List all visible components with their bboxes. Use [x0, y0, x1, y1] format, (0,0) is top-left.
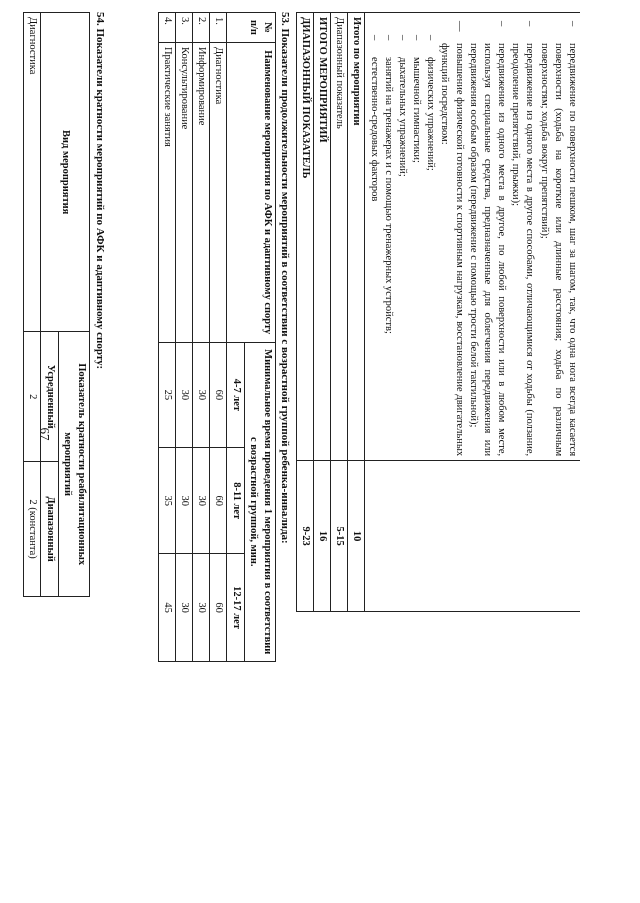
sub-list-item: – мышечной гимнастики;	[411, 35, 423, 163]
age-header: 8-11 лет	[227, 448, 244, 554]
list-item: — повышение физической готовности к спортивным нагрузкам, восстановление двигательных функций посредством:	[439, 21, 465, 457]
col-avg-header: Усредненный	[41, 332, 58, 462]
total-row	[331, 13, 348, 612]
sub-list-item: – естественно-средовых факторов	[368, 35, 380, 202]
sub-list-item: – занятий на тренажерах и с помощью тренажерных устройств;	[382, 35, 394, 334]
col-time-header: Минимальное время проведения 1 мероприятия в соответствии с возрастной группой, мин.	[244, 342, 275, 661]
col-group-header: Показатель кратности реабилитационных мероприятий	[58, 332, 89, 597]
table-row: 4. Практические занятия 25 35 45	[158, 13, 175, 662]
frequency-table	[23, 12, 90, 597]
bullets-cell	[365, 13, 580, 461]
total-row	[296, 13, 313, 612]
list-item: – передвижение из одного места в другое, по любой поверхности или в любом месте, используя специальные средства, предназначенные для облегчения передвижения или передвижения особым образом (передвижение с помощью трости белой тактильной);	[467, 21, 508, 457]
col-num-header: № п/п	[227, 13, 276, 43]
empty-cell	[365, 461, 580, 612]
total-row	[348, 13, 365, 612]
total-label: ИТОГО МЕРОПРИЯТИЙ	[313, 13, 330, 461]
col-kind-header: Вид мероприятия	[41, 13, 90, 332]
list-item: – передвижение по поверхности пешком, шаг за шагом, так, что одна нога всегда касается поверхности (ходьба на короткие или длинные расстояния; ходьба по различным поверхностям; ходьба вокруг препятствий);	[538, 21, 578, 457]
list-item: – передвижение из одного места в другое способами, отличающимися от ходьбы (ползание, преодоление препятствий, прыжки);	[510, 21, 536, 457]
total-value: 10	[348, 461, 365, 612]
total-label: Итого по мероприятии	[348, 13, 365, 461]
table-row: Диагностика 2 2 (константа)	[24, 13, 41, 597]
bullets-row	[365, 13, 580, 612]
section-53-title: 53. Показатели продолжительности мероприятий в соответствии с возрастной группой ребенка-инвалида:	[279, 12, 291, 544]
sub-list-item: – дыхательных упражнений;	[396, 35, 408, 177]
table-row: 1. Диагностика 60 60 60	[210, 13, 227, 662]
total-label: ДИАПАЗОННЫЙ ПОКАЗАТЕЛЬ	[296, 13, 313, 461]
age-header: 12-17 лет	[227, 554, 244, 662]
total-value: 5-15	[331, 461, 348, 612]
col-name-header: Наименование мероприятия по АФК и адаптивному спорту	[227, 42, 276, 342]
header-row	[58, 13, 89, 597]
total-value: 9-23	[296, 461, 313, 612]
duration-table	[158, 12, 276, 662]
col-range-header: Диапазонный	[41, 462, 58, 597]
table-row: 3. Консультирование 30 30 30	[175, 13, 192, 662]
total-label: Диапазонный показатель	[331, 13, 348, 461]
age-header: 4-7 лет	[227, 342, 244, 448]
section-54-title: 54. Показатели кратности мероприятий по АФК и адаптивному спорту:	[94, 12, 106, 370]
activities-table	[296, 12, 580, 612]
sub-list-item: – физических упражнений;	[425, 35, 437, 171]
table-row: 2. Информирование 30 30 30	[193, 13, 210, 662]
header-row	[244, 13, 275, 662]
page-number: 67	[37, 427, 53, 441]
total-value: 16	[313, 461, 330, 612]
total-row	[313, 13, 330, 612]
